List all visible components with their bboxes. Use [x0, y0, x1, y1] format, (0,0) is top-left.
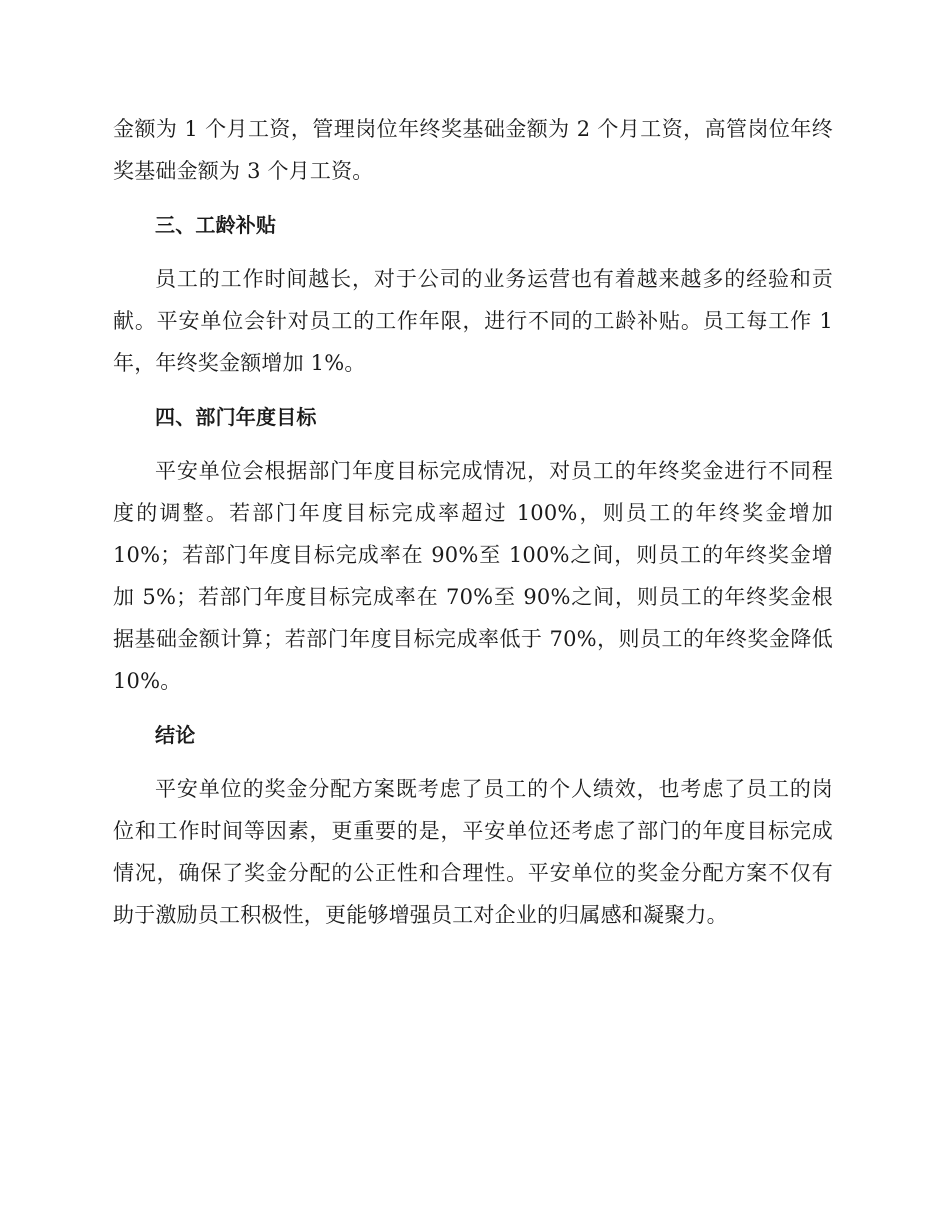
section-heading-conclusion: 结论: [155, 723, 196, 747]
section-heading-department-annual-goal: 四、部门年度目标: [155, 405, 317, 429]
section-body-seniority-subsidy: 员工的工作时间越长，对于公司的业务运营也有着越来越多的经验和贡献。平安单位会针对员工的工作年限，进行不同的工龄补贴。员工每工作 1 年，年终奖金额增加 1%。: [113, 267, 833, 375]
section-body-conclusion: 平安单位的奖金分配方案既考虑了员工的个人绩效，也考虑了员工的岗位和工作时间等因素，更重要的是，平安单位还考虑了部门的年度目标完成情况，确保了奖金分配的公正性和合理性。平安单位的奖金分配方案不仅有助于激励员工积极性，更能够增强员工对企业的归属感和凝聚力。: [113, 777, 833, 927]
section-heading-seniority-subsidy: 三、工龄补贴: [155, 213, 277, 237]
intro-paragraph-tail: 金额为 1 个月工资，管理岗位年终奖基础金额为 2 个月工资，高管岗位年终奖基础金额为 3 个月工资。: [113, 117, 833, 183]
section-body-department-annual-goal: 平安单位会根据部门年度目标完成情况，对员工的年终奖金进行不同程度的调整。若部门年度目标完成率超过 100%，则员工的年终奖金增加 10%；若部门年度目标完成率在 90%至 100%之间，则员工的年终奖金增加 5%；若部门年度目标完成率在 70%至 90%之间，则员工的年终奖金根据基础金额计算；若部门年度目标完成率低于 70%，则员工的年终奖金降低 10%。: [113, 459, 833, 693]
document-content: [113, 108, 833, 948]
